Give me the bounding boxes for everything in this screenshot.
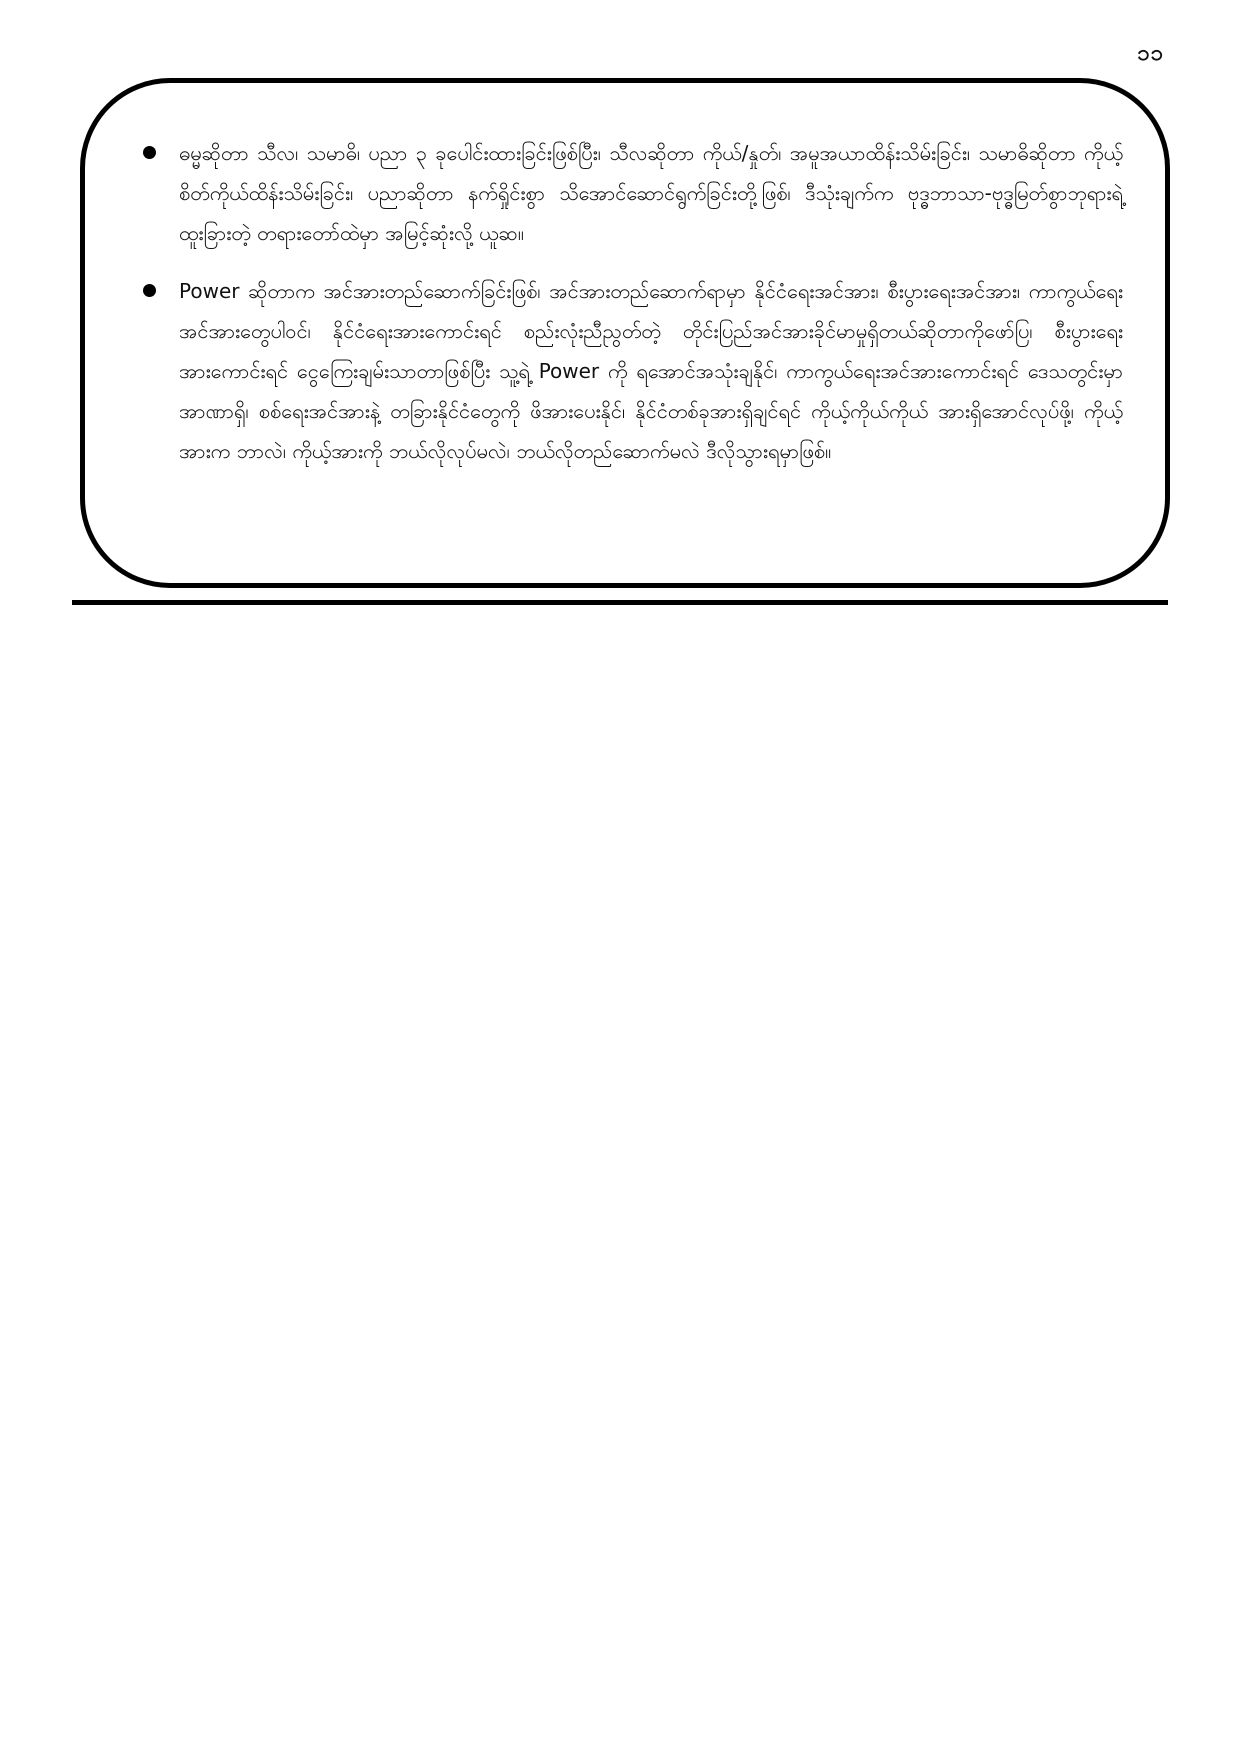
bullet-text: Power ဆိုတာက အင်အားတည်ဆောက်ခြင်းဖြစ်၊ အင်အားတည်ဆောက်ရာမှာ နိုင်ငံရေးအင်အား၊ စီးပွားရေးအင်အား၊ ကာကွယ်ရေးအင်အားတွေပါဝင်၊ နိုင်ငံရေးအားကောင်းရင် စည်းလုံးညီညွတ်တဲ့ တိုင်းပြည်အင်အားခိုင်မာမှုရှိတယ်ဆိုတာကိုဖော်ပြ၊ စီးပွားရေးအားကောင်းရင် ငွေကြေးချမ်းသာတာဖြစ်ပြီး သူ့ရဲ့ Power ကို ရအောင်အသုံးချနိုင်၊ ကာကွယ်ရေးအင်အားကောင်းရင် ဒေသတွင်းမှာ အာဏာရှိ၊ စစ်ရေးအင်အားနဲ့ တခြားနိုင်ငံတွေကို ဖိအားပေးနိုင်၊ နိုင်ငံတစ်ခုအားရှိချင်ရင် ကိုယ့်ကိုယ်ကိုယ် အားရှိအောင်လုပ်ဖို့၊ ကိုယ့်အားက ဘာလဲ၊ ကိုယ့်အားကို ဘယ်လိုလုပ်မလဲ၊ ဘယ်လိုတည်ဆောက်မလဲ ဒီလိုသွားရမှာဖြစ်။ — [179, 279, 1123, 463]
bullet-dot-icon — [143, 146, 156, 159]
bullet-text: ဓမ္မဆိုတာ သီလ၊ သမာဓိ၊ ပညာ ၃ ခုပေါင်းထားခြင်းဖြစ်ပြီး၊ သီလဆိုတာ ကိုယ်/နှုတ်၊ အမူအယာထိန်းသိမ်းခြင်း၊ သမာဓိဆိုတာ ကိုယ့်စိတ်ကိုယ်ထိန်းသိမ်းခြင်း၊ ပညာဆိုတာ နက်ရှိုင်းစွာ သိအောင်ဆောင်ရွက်ခြင်းတို့ဖြစ်၊ ဒီသုံးချက်က ဗုဒ္ဓဘာသာ-ဗုဒ္ဓမြတ်စွာဘုရားရဲ့ ထူးခြားတဲ့ တရားတော်ထဲမှာ အမြင့်ဆုံးလို့ ယူဆ။ — [179, 141, 1123, 245]
bullet-list — [143, 133, 1123, 471]
horizontal-divider — [72, 600, 1168, 605]
bullet-dot-icon — [143, 284, 156, 297]
page-number: ၁၁ — [1137, 41, 1164, 66]
list-item — [143, 133, 1123, 253]
list-item — [143, 271, 1123, 471]
note-box — [80, 78, 1170, 588]
